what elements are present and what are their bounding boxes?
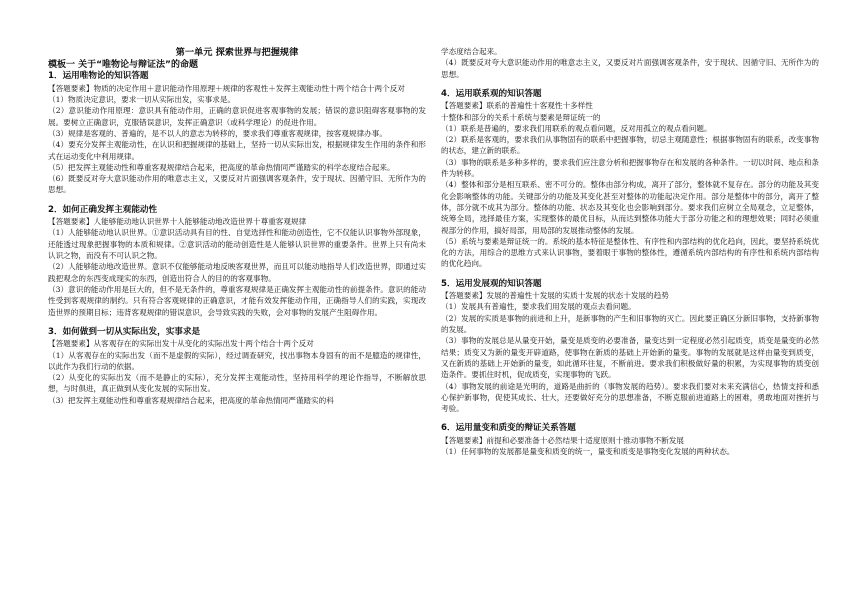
paragraph: （2）从变化的实际出发（而不是静止的实际），充分发挥主观能动性，坚持用科学的理论作指导，不断解放思想，与时俱进，真正做到从变化发展的实际出发。	[48, 373, 426, 394]
section-heading: 4．运用联系观的知识答题	[441, 88, 542, 99]
section-6	[441, 423, 819, 457]
answer-elements: 【答题要素】发展的普遍性十发展的实质十发展的状态十发展的趋势	[441, 291, 669, 301]
paragraph: （2）发展的实质是事物的前进和上升，是新事物的产生和旧事物的灭亡。因此要正确区分新旧事物，支持新事物的发展。	[441, 313, 819, 335]
section-heading: 2．如何正确发挥主观能动性	[48, 204, 158, 215]
right-column	[441, 46, 819, 457]
paragraph: （4）既要反对夸大意识能动作用的唯意志主义，又要反对片面强调客观条件，安于现状、因循守旧、无所作为的思想。	[441, 58, 819, 79]
paragraph: （1）物质决定意识，要求一切从实际出发，实事求是。	[48, 95, 236, 105]
paragraph: （2）意识能动作用原理：意识具有能动作用，正确的意识促进客观事物的发展；错误的意识阻碍客观事物的发展。要树立正确意识，克服错误意识，发挥正确意识（或科学理论）的促进作用。	[48, 106, 426, 127]
answer-elements: 【答题要素】前提和必要准备十必然结果十适度原则十推动事物不断发展	[441, 435, 684, 445]
paragraph: （2）人能够能动地改造世界。意识不仅能够能动地反映客观世界，而且可以能动地指导人们改造世界，即通过实践把观念的东西变成现实的东西，创造出符合人的目的的客观事物。	[48, 262, 426, 283]
section-heading: 5．运用发展观的知识答题	[441, 278, 542, 289]
paragraph: （1）从客观存在的实际出发（而不是虚假的实际），经过调查研究，找出事物本身固有的而不是臆造的规律性，以此作为我们行动的依据。	[48, 350, 426, 371]
paragraph: （1）任何事物的发展都是量变和质变的统一，量变和质变是事物变化发展的两种状态。	[441, 447, 735, 457]
paragraph: （3）意识的能动作用是巨大的，但不是无条件的，尊重客观规律是正确发挥主观能动性的前提条件。意识的能动性受到客观规律的制约。只有符合客观规律的正确意识，才能有效发挥能动作用，正确指导人们的实践，实现改造世界的预期目标；违背客观规律的错误意识，会导致实践的失败，会对事物的发展产生阻碍作用。	[48, 284, 426, 317]
paragraph: 学态度结合起来。	[441, 47, 502, 56]
section-3-continued	[441, 46, 819, 80]
left-column	[48, 60, 426, 406]
paragraph: （3）事物的联系是多种多样的，要求我们应注意分析和把握事物存在和发展的各种条件。一切以时间、地点和条件为转移。	[441, 157, 819, 179]
paragraph: 十整体和部分的关系十系统与要素是辩证统一的	[441, 112, 601, 122]
answer-elements: 【答题要素】联系的普遍性十客观性十多样性	[441, 101, 593, 111]
section-2	[48, 205, 426, 318]
page-title: 第一单元 探索世界与把握规律	[175, 47, 299, 58]
paragraph: （1）发展具有普遍性，要求我们用发展的观点去看问题。	[441, 302, 636, 312]
paragraph: （4）整体和部分是相互联系、密不可分的。整体由部分构成，离开了部分，整体就不复存在。部分的功能及其变化会影响整体的功能。关键部分的功能及其变化甚至对整体的功能起决定作用。部分是整体中的部分，离开了整体，部分就不成其为部分。整体的功能、状态及其变化也会影响到部分。要求我们应树立全局观念，立足整体，统筹全局，选择最佳方案，实现整体的最优目标，从而达到整体功能大于部分功能之和的理想效果；同时必须重视部分的作用，搞好局部，用局部的发展推动整体的发展。	[441, 180, 819, 235]
section-heading: 6．运用量变和质变的辩证关系答题	[441, 423, 576, 434]
paragraph: （3）把发挥主观能动性和尊重客观规律结合起来，把高度的革命热情同严谨踏实的科	[48, 395, 334, 405]
section-5	[441, 279, 819, 415]
section-3	[48, 327, 426, 406]
answer-elements: 【答题要素】人能够能动地认识世界十人能够能动地改造世界十尊重客观规律	[48, 217, 307, 227]
paragraph: （1）联系是普遍的，要求我们用联系的观点看问题，反对用孤立的观点看问题。	[441, 123, 712, 133]
section-1	[48, 71, 426, 195]
answer-elements: 【答题要素】从客观存在的实际出发十从变化的实际出发十两个结合十两个反对	[48, 339, 314, 349]
section-heading: 3．如何做到一切从实际出发，实事求是	[48, 326, 201, 337]
paragraph: （6）既要反对夸大意识能动作用的唯意志主义，又要反对片面强调客观条件，安于现状、因循守旧、无所作为的思想。	[48, 174, 426, 195]
paragraph: （5）系统与要素是辩证统一的。系统的基本特征是整体性、有序性和内部结构的优化趋向，因此，要坚持系统优化的方法，用综合的思维方式来认识事物，要着眼于事物的整体性，遵循系统内部结构的有序性和系统内部结构的优化趋向。	[441, 236, 819, 269]
answer-elements: 【答题要素】物质的决定作用＋意识能动作用原理＋规律的客观性＋发挥主观能动性十两个结合十两个反对	[48, 83, 405, 93]
module-heading: 模板一 关于“唯物论与辩证法”的命题	[48, 60, 198, 70]
paragraph: （2）联系是客观的，要求我们从事物固有的联系中把握事物，切忌主观随意性；根据事物固有的联系，改变事物的状态，建立新的联系。	[441, 135, 819, 156]
paragraph: （5）把发挥主观能动性和尊重客观规律结合起来，把高度的革命热情同严谨踏实的科学态度结合起来。	[48, 162, 395, 172]
paragraph: （3）规律是客观的、普遍的，是不以人的意志为转移的，要求我们尊重客观规律，按客观规律办事。	[48, 129, 387, 138]
paragraph: （1）人能够能动地认识世界。①意识活动具有目的性、自觉选择性和能动创造性，它不仅能认识事物外部现象，还能透过现象把握事物的本质和规律。②意识活动的能动创造性是人能够认识世界的重要条件。世界上只有尚未认识之物，而没有不可认识之物。	[48, 228, 426, 261]
paragraph: （4）要充分发挥主观能动性，在认识和把握规律的基础上，坚持一切从实际出发，根据规律发生作用的条件和形式在运动变化中利用规律。	[48, 140, 426, 161]
section-4	[441, 89, 819, 270]
section-heading: 1．运用唯物论的知识答题	[48, 71, 149, 82]
paragraph: （3）事物的发展总是从量变开始，量变是质变的必要准备，量变达到一定程度必然引起质变，质变是量变的必然结果；质变又为新的量变开辟道路，使事物在新质的基础上开始新的量变。事物的发展就是这样由量变到质变，又在新质的基础上开始新的量变，如此循环往复，不断前进。要求我们积极做好量的积累，为实现事物的质变创造条件。要抓住时机，促成质变，实现事物的飞跃。	[441, 336, 819, 380]
paragraph: （4）事物发展的前途是光明的，道路是曲折的（事物发展的趋势）。要求我们要对未来充满信心，热情支持和悉心保护新事物，促使其成长、壮大，还要做好充分的思想准备，不断克服前进道路上的困难，勇敢地面对挫折与考验。	[441, 381, 819, 414]
